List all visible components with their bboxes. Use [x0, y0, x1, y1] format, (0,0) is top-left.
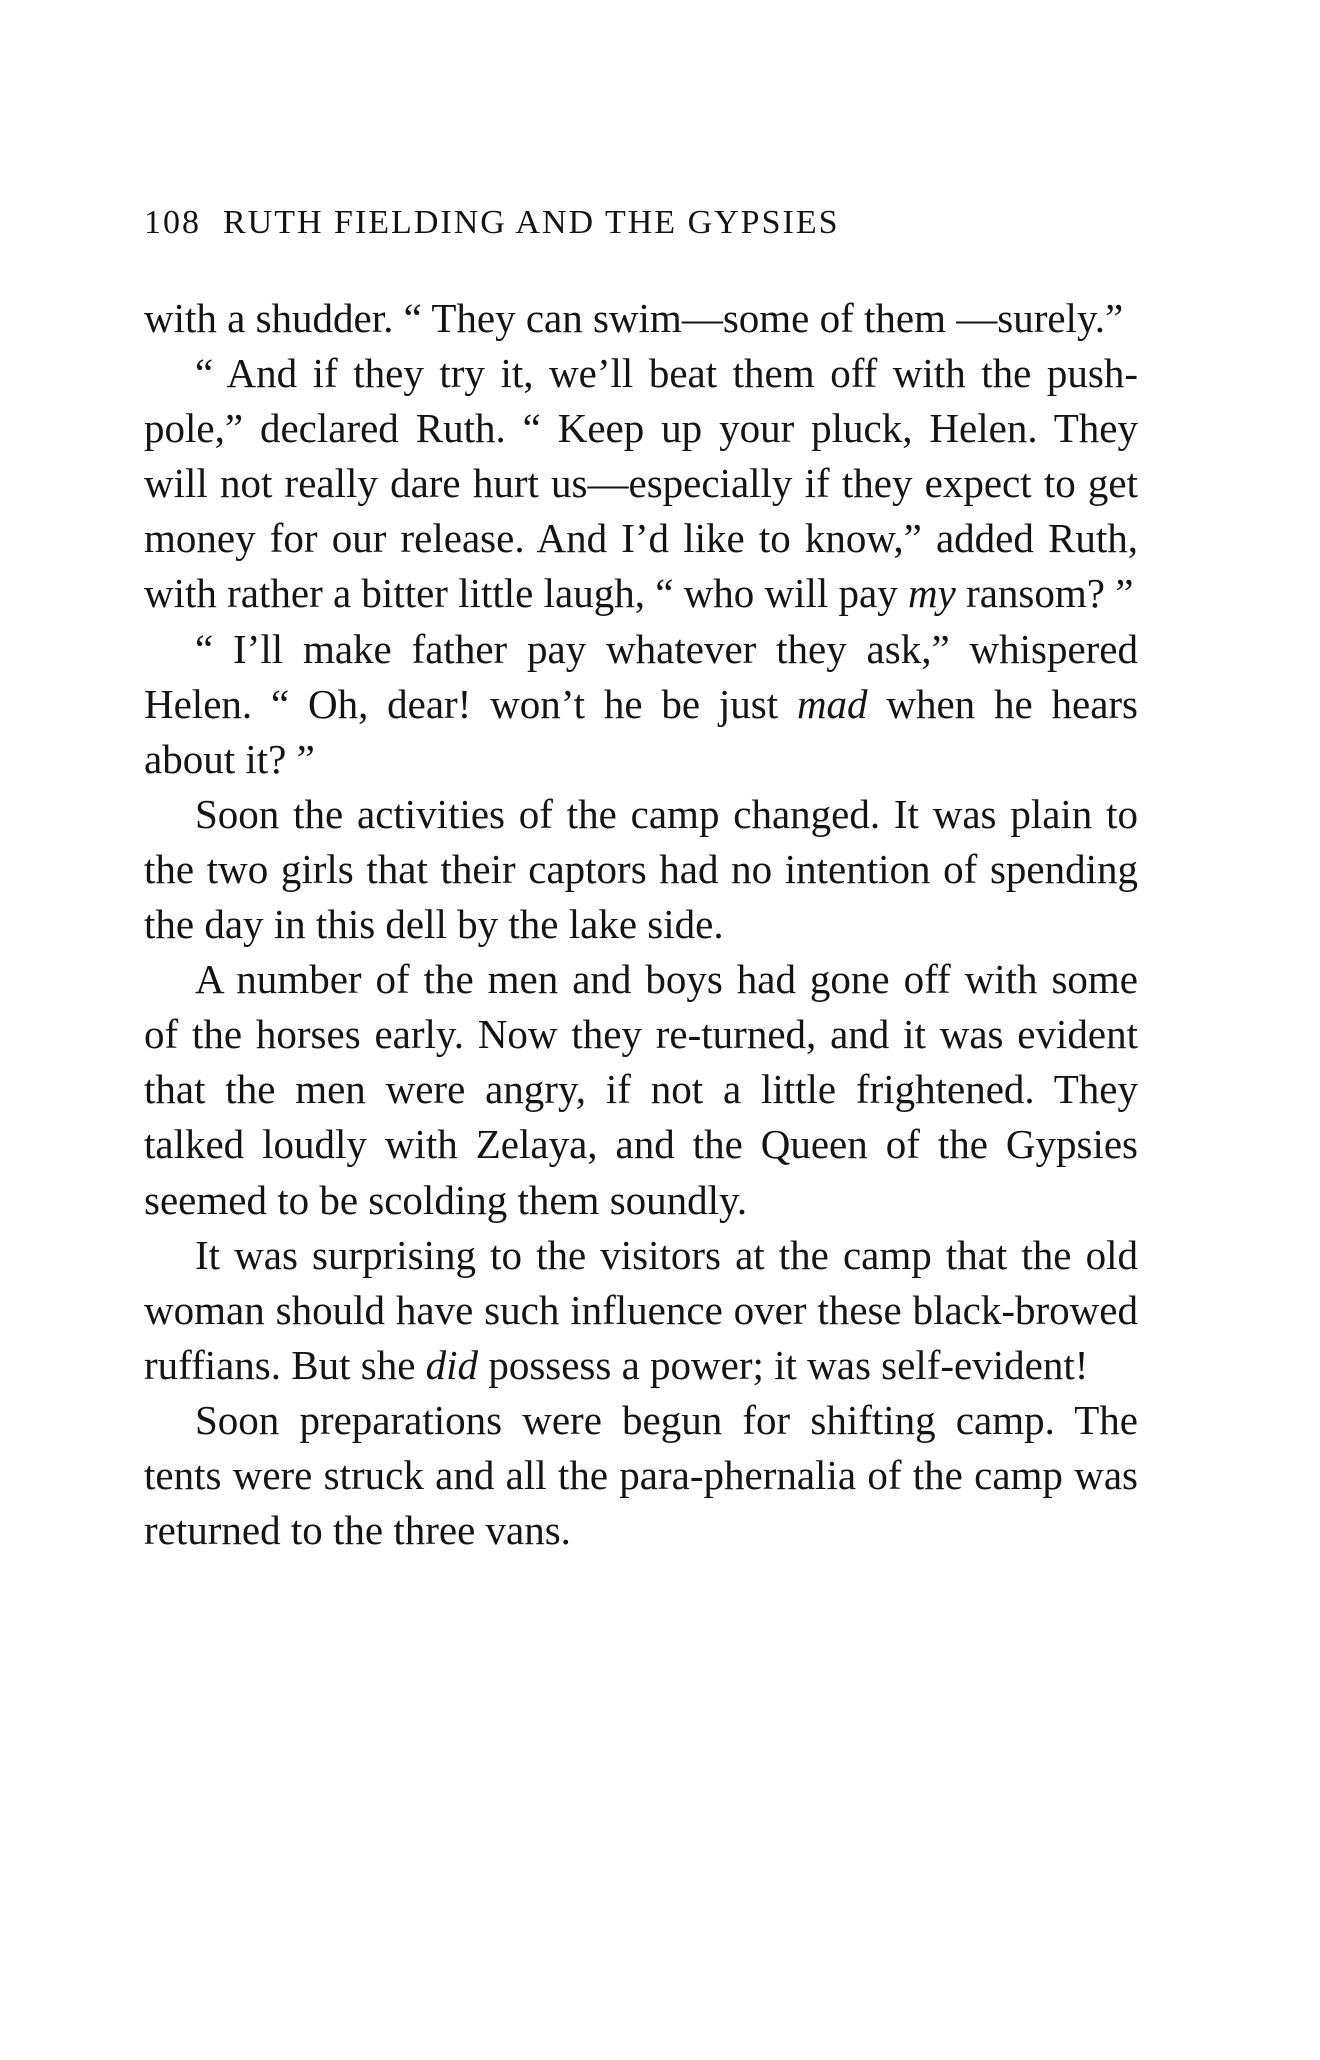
paragraph-3 [144, 622, 1138, 787]
page-number: 108 [144, 204, 201, 241]
paragraph-2-after: ransom? ” [955, 570, 1134, 617]
paragraph-7 [144, 1393, 1138, 1558]
paragraph-6-text: It was surprising to the visitors at the camp that the old woman should have such influence over these black-browed ruffians. But she [144, 1231, 1138, 1388]
paragraph-1 [144, 291, 1138, 346]
paragraph-5 [144, 952, 1138, 1227]
paragraph-5-text: A number of the men and boys had gone off with some of the horses early. Now they re-turned, and it was evident that the men were angry, if not a little frightened. They talked loudly with Zelaya, and the Queen of the Gypsies seemed to be scolding them soundly. [144, 956, 1138, 1223]
body-text [144, 291, 1138, 1558]
running-head [144, 198, 1144, 248]
paragraph-2-text: “ And if they try it, we’ll beat them off with the push-pole,” declared Ruth. “ Keep up your pluck, Helen. They will not really dare hurt us—especially if they expect to get money for our release. And I’d like to know,” added Ruth, with rather a bitter little laugh, “ who will pay [144, 350, 1138, 617]
paragraph-1-text: with a shudder. “ They can swim—some of them —surely.” [144, 295, 1124, 341]
paragraph-6 [144, 1228, 1138, 1393]
paragraph-4-text: Soon the activities of the camp changed. It was plain to the two girls that their captors had no intention of spending the day in this dell by the lake side. [144, 790, 1138, 948]
paragraph-4 [144, 787, 1138, 952]
paragraph-6-after: possess a power; it was self-evident! [478, 1341, 1089, 1388]
paragraph-3-text: “ I’ll make father pay whatever they ask,” whispered Helen. “ Oh, dear! won’t he be just [144, 625, 1138, 727]
paragraph-3-italic: mad [796, 680, 868, 727]
paragraph-2 [144, 346, 1138, 621]
paragraph-6-italic: did [425, 1341, 479, 1388]
paragraph-7-text: Soon preparations were begun for shifting camp. The tents were struck and all the para-phernalia of the camp was returned to the three vans. [144, 1396, 1138, 1554]
paragraph-2-italic: my [908, 570, 956, 617]
paragraph-3-after: when he hears about it? ” [144, 680, 1139, 782]
running-title: RUTH FIELDING AND THE GYPSIES [223, 204, 840, 241]
